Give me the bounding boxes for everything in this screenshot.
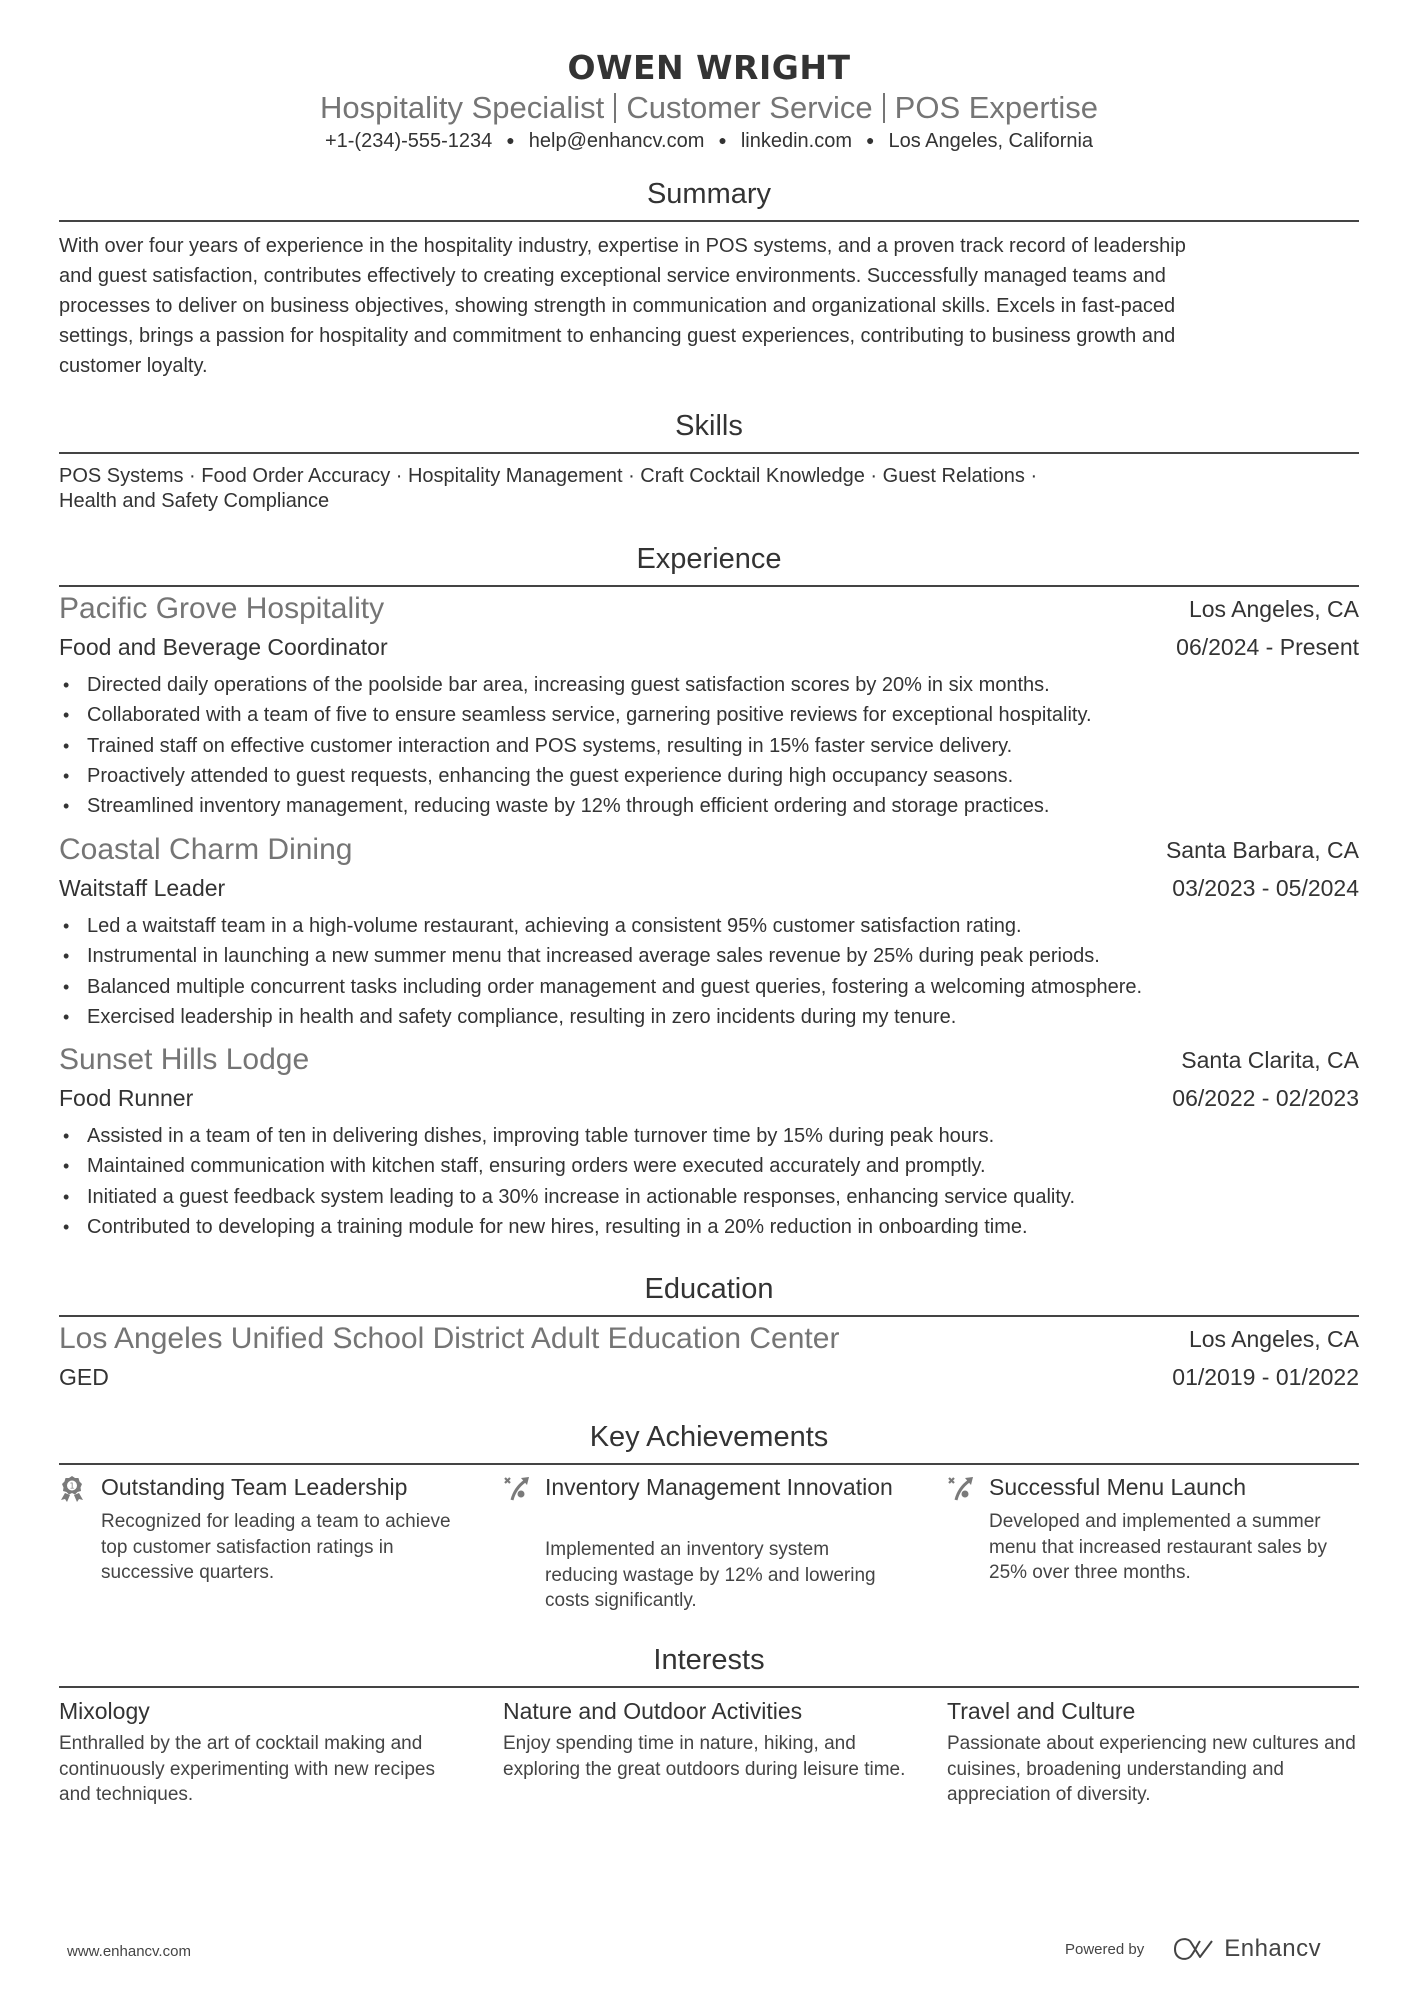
- achievement-description: Developed and implemented a summer menu that increased restaurant sales by 25% over three months.: [989, 1511, 1327, 1583]
- footer-branding[interactable]: [1065, 1935, 1321, 1963]
- bullet-item: • Collaborated with a team of five to ensure seamless service, garnering positive reviews for exceptional hospitality.: [87, 700, 1359, 730]
- interest-title: Nature and Outdoor Activities: [503, 1698, 803, 1724]
- summary-line: and guest satisfaction, contributes effectively to creating exceptional service environments. Successfully managed teams and: [59, 265, 1166, 287]
- section-divider: [59, 1686, 1359, 1688]
- achievement-description: Implemented an inventory system reducing wastage by 12% and lowering costs significantly.: [545, 1539, 876, 1611]
- school-location: Los Angeles, CA: [1188, 1326, 1359, 1352]
- interest-item: [503, 1697, 913, 1782]
- job-role: Food and Beverage Coordinator: [59, 634, 388, 660]
- contact-linkedin[interactable]: linkedin.com: [740, 130, 852, 152]
- company-name: Coastal Charm Dining: [59, 833, 353, 866]
- footer-website-link[interactable]: www.enhancv.com: [67, 1943, 191, 1960]
- award-medal-icon: [59, 1475, 87, 1503]
- section-title-skills: Skills: [675, 410, 743, 442]
- contact-info: [59, 130, 1359, 153]
- contact-location: Los Angeles, California: [888, 130, 1094, 152]
- strategy-path-icon: [947, 1475, 975, 1503]
- job-location: Los Angeles, CA: [1188, 596, 1359, 622]
- achievement-title: Outstanding Team Leadership: [101, 1474, 408, 1500]
- job-location: Santa Clarita, CA: [1181, 1047, 1359, 1073]
- skills-list: [59, 464, 1159, 514]
- achievement-title: Successful Menu Launch: [989, 1474, 1246, 1500]
- section-divider: [59, 1315, 1359, 1317]
- achievement-title: Inventory Management Innovation: [545, 1474, 893, 1500]
- interest-description: Enjoy spending time in nature, hiking, and exploring the great outdoors during leisure time.: [503, 1733, 906, 1780]
- bullet-item: • Trained staff on effective customer interaction and POS systems, resulting in 15% faster service delivery.: [87, 731, 1359, 761]
- bullet-item: • Assisted in a team of ten in delivering dishes, improving table turnover time by 15% during peak hours.: [87, 1121, 1359, 1151]
- enhancv-logo-icon: [1172, 1937, 1216, 1961]
- section-divider: [59, 585, 1359, 587]
- bullet-item: • Maintained communication with kitchen staff, ensuring orders were executed accurately and promptly.: [87, 1151, 1359, 1181]
- bullet-item: • Directed daily operations of the poolside bar area, increasing guest satisfaction scores by 20% in six months.: [87, 670, 1359, 700]
- section-title-achievements: Key Achievements: [589, 1421, 829, 1453]
- skills-line: POS Systems · Food Order Accuracy · Hospitality Management · Craft Cocktail Knowledge · Guest Relations ·: [59, 465, 1038, 487]
- bullet-item: • Exercised leadership in health and safety compliance, resulting in zero incidents during my tenure.: [87, 1002, 1359, 1032]
- bullet-item: • Initiated a guest feedback system leading to a 30% increase in actionable responses, enhancing service quality.: [87, 1182, 1359, 1212]
- section-title-education: Education: [644, 1273, 774, 1305]
- bullet-separator: ●: [506, 132, 515, 148]
- achievement-description: Recognized for leading a team to achieve top customer satisfaction ratings in successive quarters.: [101, 1511, 451, 1583]
- job-dates: 06/2022 - 02/2023: [1172, 1085, 1359, 1111]
- bullet-item: • Proactively attended to guest requests, enhancing the guest experience during high occupancy seasons.: [87, 761, 1359, 791]
- headline-title-1: Hospitality Specialist: [320, 90, 605, 125]
- headline: [59, 90, 1359, 126]
- contact-phone[interactable]: +1-(234)-555-1234: [324, 130, 493, 152]
- interest-title: Travel and Culture: [947, 1698, 1136, 1724]
- job-dates: 03/2023 - 05/2024: [1172, 875, 1359, 901]
- summary-line: processes to deliver on business objectives, showing strength in communication and organizational skills. Excels in fast-paced: [59, 295, 1176, 317]
- interest-description: Enthralled by the art of cocktail making and continuously experimenting with new recipes and techniques.: [59, 1733, 435, 1805]
- section-title-interests: Interests: [653, 1644, 765, 1676]
- job-location: Santa Barbara, CA: [1165, 837, 1359, 863]
- summary-text: [59, 231, 1359, 381]
- bullet-item: • Instrumental in launching a new summer menu that increased average sales revenue by 25% during peak periods.: [87, 941, 1359, 971]
- section-title-experience: Experience: [636, 543, 782, 575]
- job-bullets: [59, 1121, 1359, 1242]
- education-dates: 01/2019 - 01/2022: [1172, 1364, 1359, 1390]
- strategy-path-icon: [503, 1475, 531, 1503]
- job-role: Food Runner: [59, 1085, 194, 1111]
- section-divider: [59, 452, 1359, 454]
- skills-line: Health and Safety Compliance: [59, 490, 330, 512]
- bullet-item: • Balanced multiple concurrent tasks including order management and guest queries, fostering a welcoming atmosphere.: [87, 972, 1359, 1002]
- headline-divider: [883, 93, 885, 123]
- job-role: Waitstaff Leader: [59, 875, 226, 901]
- job-bullets: [59, 911, 1359, 1032]
- candidate-name: OWEN WRIGHT: [567, 48, 851, 87]
- bullet-separator: ●: [866, 132, 875, 148]
- contact-email[interactable]: help@enhancv.com: [528, 130, 705, 152]
- summary-line: settings, brings a passion for hospitality and commitment to enhancing guest experiences, contributing to business growth and: [59, 325, 1176, 347]
- enhancv-brand: Enhancv: [1224, 1935, 1322, 1962]
- bullet-item: • Contributed to developing a training module for new hires, resulting in a 20% reduction in onboarding time.: [87, 1212, 1359, 1242]
- job-dates: 06/2024 - Present: [1176, 634, 1359, 660]
- school-name: Los Angeles Unified School District Adult Education Center: [59, 1322, 840, 1355]
- bullet-item: • Streamlined inventory management, reducing waste by 12% through efficient ordering and storage practices.: [87, 791, 1359, 821]
- svg-text:1: 1: [69, 1481, 75, 1491]
- summary-line: customer loyalty.: [59, 355, 208, 377]
- interest-description: Passionate about experiencing new cultures and cuisines, broadening understanding and appreciation of diversity.: [947, 1733, 1356, 1805]
- interest-item: [59, 1697, 469, 1808]
- section-divider: [59, 220, 1359, 222]
- summary-line: With over four years of experience in the hospitality industry, expertise in POS systems, and a proven track record of leadership: [59, 235, 1186, 257]
- bullet-separator: ●: [718, 132, 727, 148]
- company-name: Sunset Hills Lodge: [59, 1043, 310, 1076]
- powered-by-label: Powered by: [1065, 1940, 1145, 1958]
- headline-title-3: POS Expertise: [894, 90, 1098, 125]
- interest-title: Mixology: [59, 1698, 150, 1724]
- job-bullets: [59, 670, 1359, 821]
- company-name: Pacific Grove Hospitality: [59, 592, 385, 625]
- bullet-item: • Led a waitstaff team in a high-volume restaurant, achieving a consistent 95% customer satisfaction rating.: [87, 911, 1359, 941]
- degree: GED: [59, 1364, 109, 1390]
- section-title-summary: Summary: [646, 178, 772, 210]
- headline-title-2: Customer Service: [626, 90, 873, 125]
- interest-item: [947, 1697, 1357, 1808]
- section-divider: [59, 1463, 1359, 1465]
- headline-divider: [614, 93, 616, 123]
